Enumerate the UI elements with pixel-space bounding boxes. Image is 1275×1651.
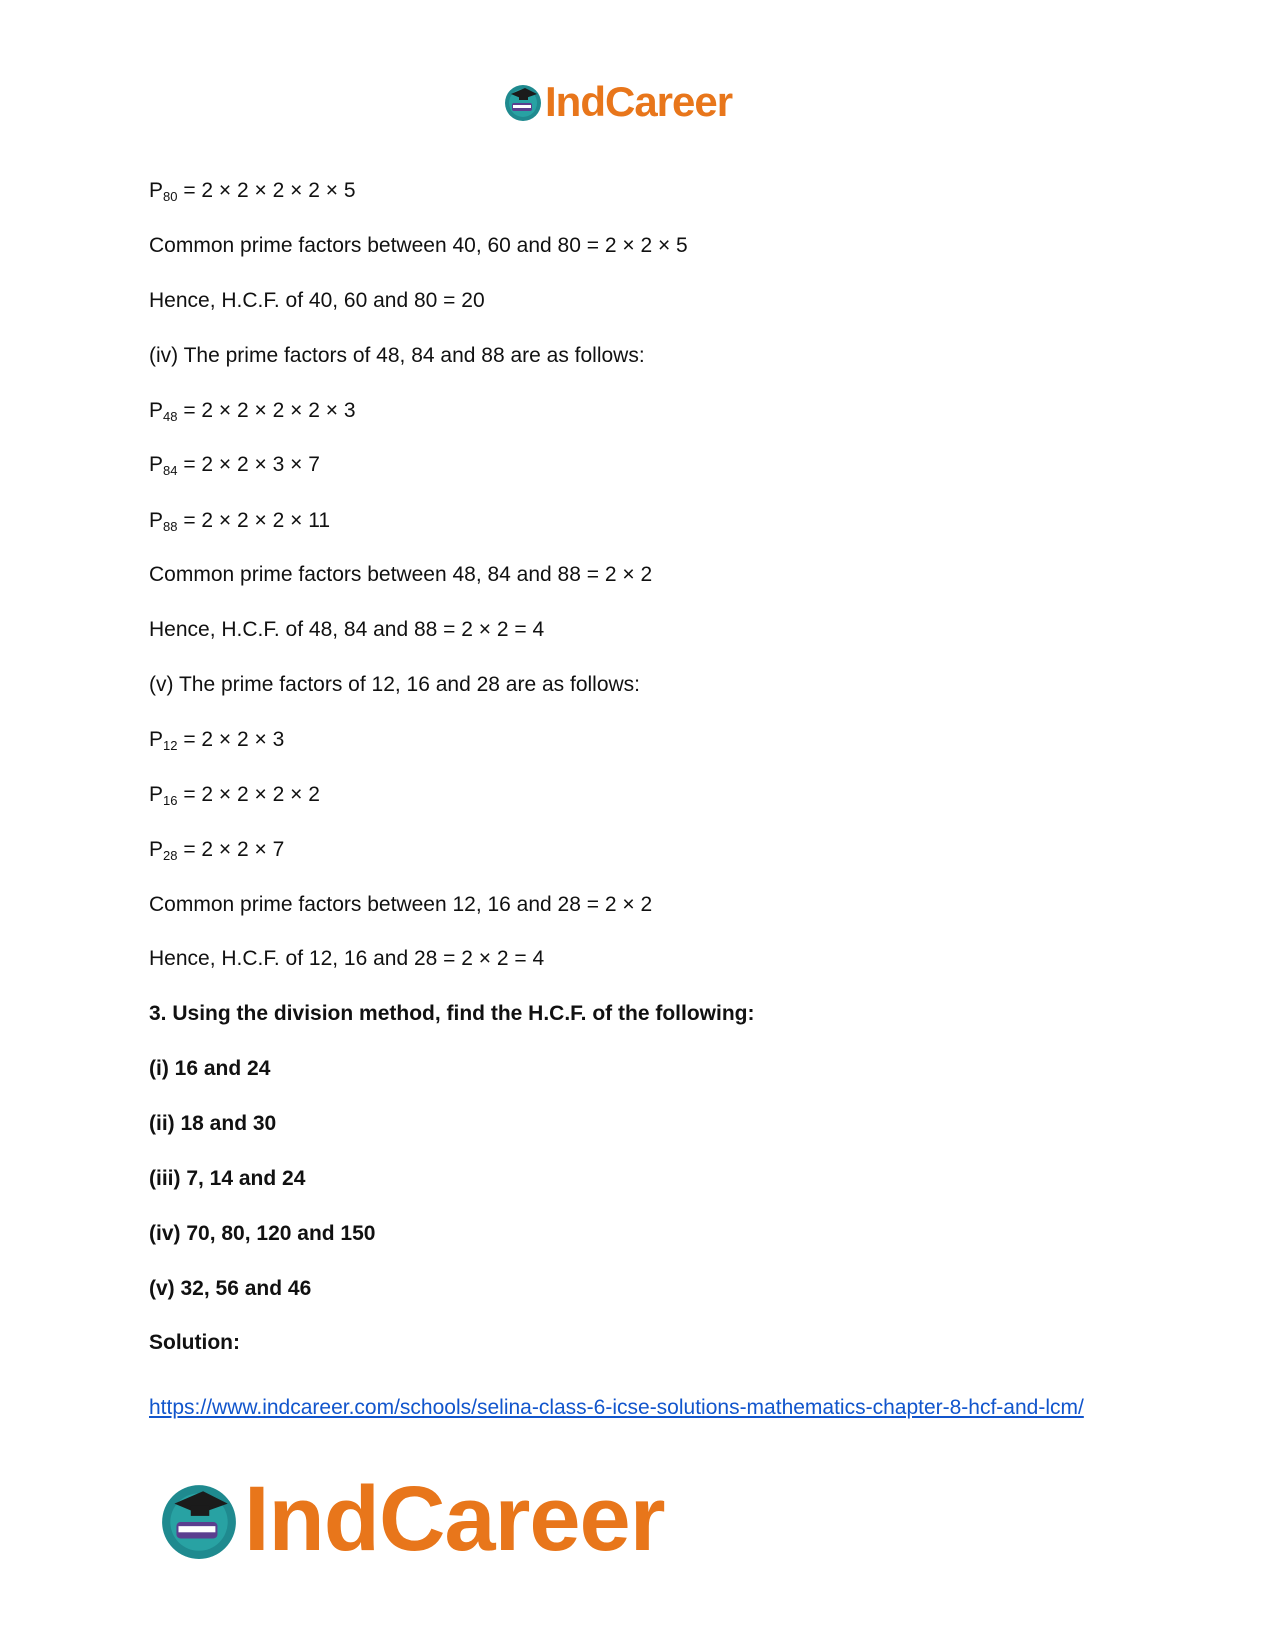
- line-text: P: [149, 399, 164, 422]
- text-line: [149, 233, 688, 258]
- subscript: 28: [163, 848, 178, 863]
- line-text: = 2 × 2 × 2 × 2: [177, 783, 320, 806]
- logo-globe-icon: [158, 1479, 240, 1561]
- line-text: (v) 32, 56 and 46: [149, 1277, 312, 1300]
- line-text: (i) 16 and 24: [149, 1057, 271, 1080]
- line-text: P: [149, 509, 164, 532]
- text-line: [149, 672, 640, 697]
- text-line: [149, 946, 544, 971]
- line-text: Common prime factors between 48, 84 and 88 = 2 × 2: [149, 563, 653, 586]
- question-line: [149, 1056, 270, 1081]
- source-link[interactable]: https://www.indcareer.com/schools/selina-class-6-icse-solutions-mathematics-chapter-8-hcf-and-lcm/: [149, 1396, 1084, 1419]
- equation-line: [149, 782, 320, 809]
- equation-line: [149, 837, 284, 864]
- logo-text-career: Career: [604, 78, 733, 125]
- line-text: = 2 × 2 × 7: [177, 838, 285, 861]
- line-text: Common prime factors between 40, 60 and 80 = 2 × 2 × 5: [149, 234, 688, 257]
- line-text: P: [149, 783, 164, 806]
- equation-line: [149, 398, 356, 425]
- line-text: Hence, H.C.F. of 48, 84 and 88 = 2 × 2 = 4: [149, 618, 545, 641]
- line-text: = 2 × 2 × 3 × 7: [177, 453, 320, 476]
- question-line: [149, 1330, 240, 1355]
- line-text: P: [149, 453, 164, 476]
- logo-text-ind: Ind: [244, 1468, 379, 1570]
- logo-text-career: Career: [378, 1468, 665, 1570]
- subscript: 80: [163, 189, 178, 204]
- text-line: [149, 892, 652, 917]
- line-text: = 2 × 2 × 2 × 2 × 3: [177, 399, 356, 422]
- line-text: = 2 × 2 × 2 × 2 × 5: [177, 179, 356, 202]
- line-text: = 2 × 2 × 3: [177, 728, 285, 751]
- header-logo: [503, 78, 732, 126]
- line-text: = 2 × 2 × 2 × 11: [177, 509, 331, 532]
- line-text: Hence, H.C.F. of 40, 60 and 80 = 20: [149, 289, 485, 312]
- line-text: Solution:: [149, 1331, 240, 1354]
- line-text: P: [149, 179, 164, 202]
- logo-wordmark: [244, 1467, 665, 1572]
- subscript: 84: [163, 463, 178, 478]
- line-text: Common prime factors between 12, 16 and 28 = 2 × 2: [149, 893, 653, 916]
- subscript: 88: [163, 519, 178, 534]
- line-text: P: [149, 728, 164, 751]
- equation-line: [149, 727, 284, 754]
- line-text: (iv) 70, 80, 120 and 150: [149, 1222, 376, 1245]
- text-line: [149, 617, 544, 642]
- question-line: [149, 1166, 305, 1191]
- text-line: [149, 343, 645, 368]
- subscript: 16: [163, 793, 178, 808]
- line-text: 3. Using the division method, find the H.C.F. of the following:: [149, 1002, 755, 1025]
- question-line: [149, 1001, 754, 1026]
- logo-wordmark: [545, 78, 732, 126]
- line-text: P: [149, 838, 164, 861]
- line-text: Hence, H.C.F. of 12, 16 and 28 = 2 × 2 = 4: [149, 947, 545, 970]
- text-line: [149, 562, 652, 587]
- equation-line: [149, 508, 330, 535]
- logo-globe-icon: [503, 82, 543, 122]
- line-text: (v) The prime factors of 12, 16 and 28 are as follows:: [149, 673, 641, 696]
- subscript: 48: [163, 409, 178, 424]
- equation-line: [149, 178, 356, 205]
- equation-line: [149, 452, 320, 479]
- line-text: (iii) 7, 14 and 24: [149, 1167, 306, 1190]
- footer-logo: [158, 1467, 665, 1572]
- question-line: [149, 1111, 276, 1136]
- line-text: (iv) The prime factors of 48, 84 and 88 are as follows:: [149, 344, 645, 367]
- logo-text-ind: Ind: [545, 78, 605, 125]
- question-line: [149, 1276, 311, 1301]
- question-line: [149, 1221, 375, 1246]
- subscript: 12: [163, 738, 178, 753]
- text-line: [149, 288, 485, 313]
- line-text: (ii) 18 and 30: [149, 1112, 277, 1135]
